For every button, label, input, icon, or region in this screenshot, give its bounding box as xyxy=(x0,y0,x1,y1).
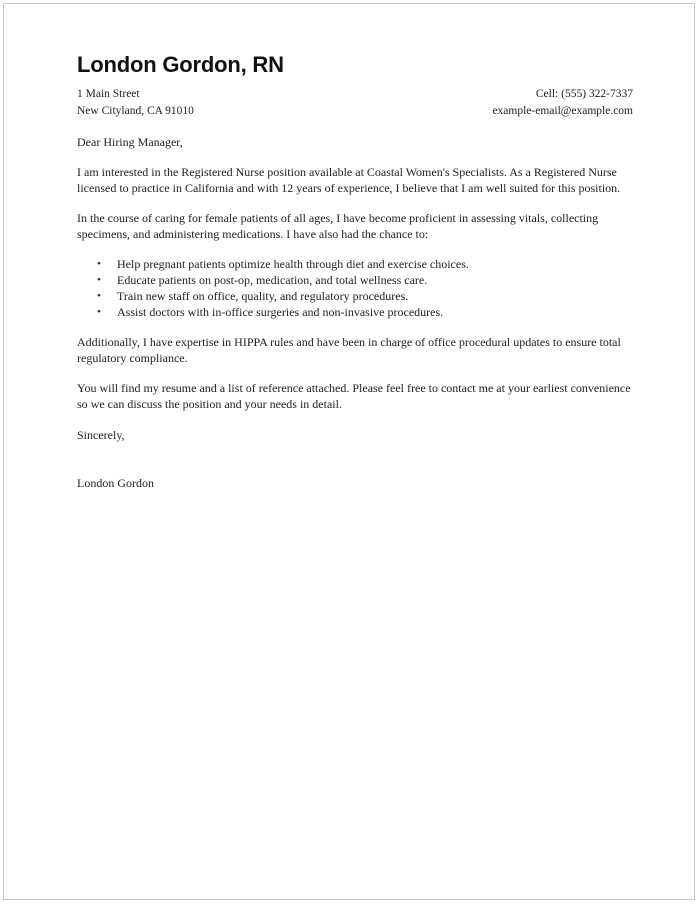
list-item-text: Assist doctors with in-office surgeries and non-invasive procedures. xyxy=(117,305,444,319)
contact-row-1 xyxy=(77,86,633,103)
list-item-text: Train new staff on office, quality, and regulatory procedures. xyxy=(117,289,409,303)
bullet-icon: • xyxy=(97,258,101,270)
paragraph-contact: You will find my resume and a list of reference attached. Please feel free to contact me at your earliest convenience so we can discuss the position and your needs in detail. xyxy=(77,381,631,411)
closing: Sincerely, xyxy=(77,428,125,442)
email-address: example-email@example.com xyxy=(492,105,633,117)
signature-name: London Gordon xyxy=(77,476,154,490)
sender-name: London Gordon, RN xyxy=(77,52,284,77)
bullet-icon: • xyxy=(97,274,101,286)
phone-number: Cell: (555) 322-7337 xyxy=(535,88,633,100)
list-item xyxy=(99,256,633,272)
greeting: Dear Hiring Manager, xyxy=(77,135,183,149)
paragraph-expertise: Additionally, I have expertise in HIPPA rules and have been in charge of office procedural updates to ensure total regulatory compliance. xyxy=(77,335,621,365)
contact-row-2 xyxy=(77,103,633,120)
skills-list xyxy=(77,256,633,320)
list-item xyxy=(99,288,633,304)
paragraph-intro: I am interested in the Registered Nurse position available at Coastal Women's Specialists. As a Registered Nurse licensed to practice in California and with 12 years of experience, I believe that I am well suited for this position. xyxy=(77,165,621,195)
bullet-icon: • xyxy=(97,306,101,318)
paragraph-experience: In the course of caring for female patients of all ages, I have become proficient in assessing vitals, collecting specimens, and administering medications. I have also had the chance to: xyxy=(77,211,599,241)
list-item xyxy=(99,272,633,288)
letter-page xyxy=(3,3,695,900)
list-item-text: Help pregnant patients optimize health through diet and exercise choices. xyxy=(117,257,469,271)
list-item-text: Educate patients on post-op, medication, and total wellness care. xyxy=(117,273,428,287)
list-item xyxy=(99,304,633,320)
street-address: 1 Main Street xyxy=(77,88,140,100)
bullet-icon: • xyxy=(97,290,101,302)
city-address: New Cityland, CA 91010 xyxy=(77,105,194,117)
letter-content xyxy=(77,52,633,491)
